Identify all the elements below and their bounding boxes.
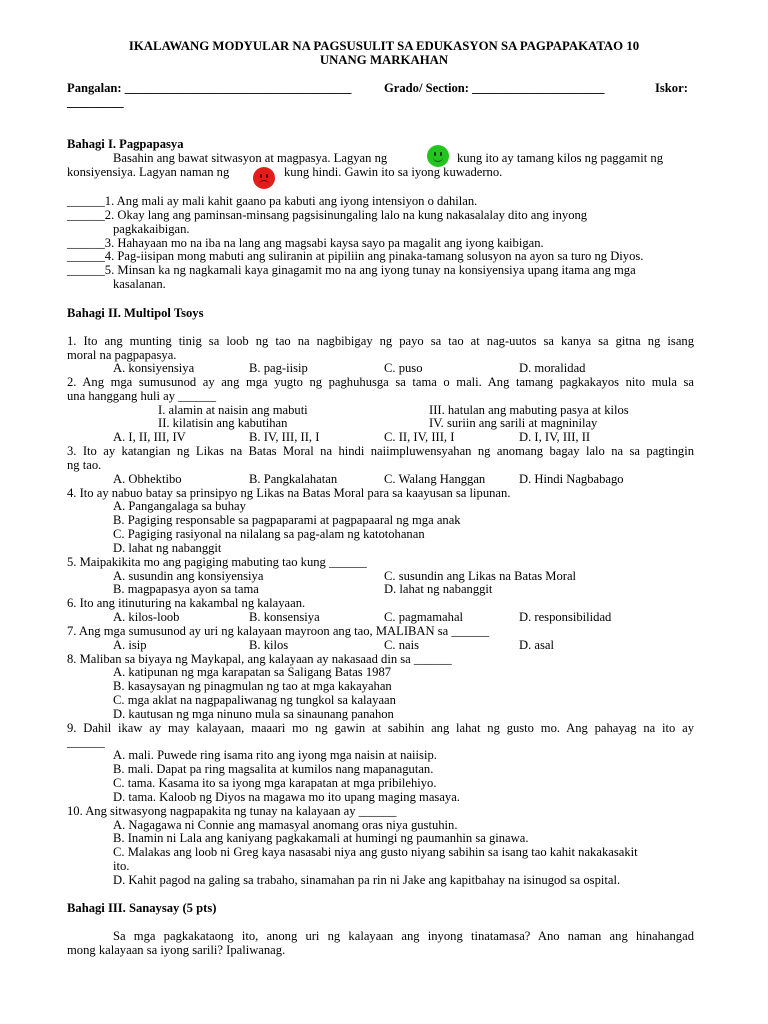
- q6-option-a[interactable]: A. kilos-loob: [113, 610, 180, 624]
- score-field[interactable]: _________: [67, 95, 124, 109]
- sad-face-icon: [253, 167, 275, 189]
- q9-option-c[interactable]: C. tama. Kasama ito sa iyong mga karapatan at mga pribilehiyo.: [113, 776, 437, 790]
- part3-heading: Bahagi III. Sanaysay (5 pts): [67, 901, 217, 915]
- q9-option-b[interactable]: B. mali. Dapat pa ring magsalita at kumilos nang mapanagutan.: [113, 762, 434, 776]
- question-3: 3. Ito ay katangian ng Likas na Batas Moral na hindi naiimpluwensyahan ng anomang bagay lalo na sa pagtingin: [67, 444, 694, 458]
- q2-option-b[interactable]: B. IV, III, II, I: [249, 430, 320, 444]
- q6-option-b[interactable]: B. konsensiya: [249, 610, 320, 624]
- q1-option-b[interactable]: B. pag-iisip: [249, 361, 308, 375]
- q9-option-d[interactable]: D. tama. Kaloob ng Diyos na magawa mo ito upang maging masaya.: [113, 790, 460, 804]
- score-label: Iskor:: [655, 81, 688, 95]
- question-2-cont: una hanggang huli ay ______: [67, 389, 216, 403]
- part1-instruction-c: konsiyensiya. Lagyan naman ng: [67, 165, 230, 179]
- question-5: 5. Maipakikita mo ang pagiging mabuting tao kung ______: [67, 555, 367, 569]
- question-10: 10. Ang sitwasyong nagpapakita ng tunay na kalayaan ay ______: [67, 804, 397, 818]
- question-8: 8. Maliban sa biyaya ng Maykapal, ang kalayaan ay nakasaad din sa ______: [67, 652, 452, 666]
- q4-option-b[interactable]: B. Pagiging responsable sa pagpaparami at pagpapaaral ng mga anak: [113, 513, 461, 527]
- part1-item-2: ______2. Okay lang ang paminsan-minsang pagsisinungaling lalo na kung nakasalalay dito ang inyong: [67, 208, 588, 222]
- q6-option-d[interactable]: D. responsibilidad: [519, 610, 612, 624]
- q3-option-c[interactable]: C. Walang Hanggan: [384, 472, 486, 486]
- q10-option-c[interactable]: C. Malakas ang loob ni Greg kaya nasasabi niya ang gusto niyang sabihin sa isang tao kahit nakakasakit: [113, 845, 638, 859]
- part1-heading: Bahagi I. Pagpapasya: [67, 137, 184, 151]
- part1-instruction-b: kung ito ay tamang kilos ng paggamit ng: [457, 151, 664, 165]
- q6-option-c[interactable]: C. pagmamahal: [384, 610, 464, 624]
- q8-option-b[interactable]: B. kasaysayan ng pinagmulan ng tao at mga kakayahan: [113, 679, 392, 693]
- q5-option-b[interactable]: B. magpapasya ayon sa tama: [113, 582, 259, 596]
- q5-option-d[interactable]: D. lahat ng nabanggit: [384, 582, 493, 596]
- part2-heading: Bahagi II. Multipol Tsoys: [67, 306, 204, 320]
- question-2: 2. Ang mga sumusunod ay ang mga yugto ng paghuhusga sa tama o mali. Ang tamang pagkakayos nito mula sa: [67, 375, 694, 389]
- q7-option-c[interactable]: C. nais: [384, 638, 419, 652]
- q7-option-a[interactable]: A. isip: [113, 638, 147, 652]
- q7-option-d[interactable]: D. asal: [519, 638, 554, 652]
- question-6: 6. Ito ang itinuturing na kakambal ng kalayaan.: [67, 596, 306, 610]
- part1-item-5: ______5. Minsan ka ng nagkamali kaya ginagamit mo na ang iyong tunay na konsiyensiya upang itama ang mga: [67, 263, 636, 277]
- part1-item-2-cont: pagkakaibigan.: [113, 222, 190, 236]
- q3-option-a[interactable]: A. Obhektibo: [113, 472, 182, 486]
- essay-prompt: Sa mga pagkakataong ito, anong uri ng kalayaan ang inyong tinatamasa? Ano naman ang hinahangad: [113, 929, 694, 943]
- q1-option-c[interactable]: C. puso: [384, 361, 423, 375]
- q2-option-a[interactable]: A. I, II, III, IV: [113, 430, 186, 444]
- name-field[interactable]: Pangalan: ____________________________________: [67, 81, 352, 95]
- question-3-cont: ng tao.: [67, 458, 102, 472]
- q3-option-b[interactable]: B. Pangkalahatan: [249, 472, 338, 486]
- q2-roman-1: I. alamin at naisin ang mabuti: [158, 403, 308, 417]
- page-title-line2: UNANG MARKAHAN: [319, 53, 449, 67]
- q8-option-a[interactable]: A. katipunan ng mga karapatan sa Saligang Batas 1987: [113, 665, 392, 679]
- question-9-cont: ______: [67, 735, 105, 749]
- part1-item-4: ______4. Pag-iisipan mong mabuti ang suliranin at pipiliin ang pinaka-tamang solusyon na ayon sa turo ng Diyos.: [67, 249, 644, 263]
- q8-option-d[interactable]: D. kautusan ng mga ninuno mula sa sinaunang panahon: [113, 707, 394, 721]
- part1-item-3: ______3. Hahayaan mo na iba na lang ang magsabi kaysa sayo pa magalit ang iyong kaibigan.: [67, 236, 544, 250]
- q10-option-d[interactable]: D. Kahit pagod na galing sa trabaho, sinamahan pa rin ni Jake ang kapitbahay na isinugod sa ospital.: [113, 873, 621, 887]
- q4-option-c[interactable]: C. Pagiging rasiyonal na nilalang sa pag-alam ng katotohanan: [113, 527, 425, 541]
- q3-option-d[interactable]: D. Hindi Nagbabago: [519, 472, 624, 486]
- q5-option-a[interactable]: A. susundin ang konsiyensiya: [113, 569, 264, 583]
- page-title-line1: IKALAWANG MODYULAR NA PAGSUSULIT SA EDUKASYON SA PAGPAPAKATAO 10: [128, 39, 640, 53]
- part1-instruction-a: Basahin ang bawat sitwasyon at magpasya. Lagyan ng: [113, 151, 388, 165]
- q4-option-a[interactable]: A. Pangangalaga sa buhay: [113, 499, 246, 513]
- q10-option-b[interactable]: B. Inamin ni Lala ang kaniyang pagkakamali at humingi ng paumanhin sa ginawa.: [113, 831, 529, 845]
- q4-option-d[interactable]: D. lahat ng nabanggit: [113, 541, 222, 555]
- question-9: 9. Dahil ikaw ay may kalayaan, maaari mo ng gawin at sabihin ang lahat ng gusto mo. Ang pahayag na ito ay: [67, 721, 694, 735]
- q10-option-c-cont[interactable]: ito.: [113, 859, 130, 873]
- q9-option-a[interactable]: A. mali. Puwede ring isama rito ang iyong mga naisin at naiisip.: [113, 748, 437, 762]
- part1-instruction-d: kung hindi. Gawin ito sa iyong kuwaderno.: [284, 165, 503, 179]
- q10-option-a[interactable]: A. Nagagawa ni Connie ang mamasyal anomang oras niya gustuhin.: [113, 818, 458, 832]
- question-4: 4. Ito ay nabuo batay sa prinsipyo ng Likas na Batas Moral para sa kaayusan sa lipunan.: [67, 486, 511, 500]
- q1-option-a[interactable]: A. konsiyensiya: [113, 361, 195, 375]
- question-1-cont: moral na pagpapasya.: [67, 348, 177, 362]
- grade-section-field[interactable]: Grado/ Section: _____________________: [384, 81, 605, 95]
- smiley-face-icon: [427, 145, 449, 167]
- q2-roman-2: II. kilatisin ang kabutihan: [158, 416, 288, 430]
- question-1: 1. Ito ang munting tinig sa loob ng tao na nagbibigay ng payo sa tao at nag-uutos sa kanya sa gitna ng isang: [67, 334, 694, 348]
- q2-roman-3: III. hatulan ang mabuting pasya at kilos: [429, 403, 629, 417]
- q7-option-b[interactable]: B. kilos: [249, 638, 289, 652]
- q5-option-c[interactable]: C. susundin ang Likas na Batas Moral: [384, 569, 577, 583]
- q2-roman-4: IV. suriin ang sarili at magninilay: [429, 416, 598, 430]
- q2-option-d[interactable]: D. I, IV, III, II: [519, 430, 591, 444]
- essay-prompt-cont: mong kalayaan sa iyong sarili? Ipaliwanag.: [67, 943, 286, 957]
- question-7: 7. Ang mga sumusunod ay uri ng kalayaan mayroon ang tao, MALIBAN sa ______: [67, 624, 490, 638]
- q8-option-c[interactable]: C. mga aklat na nagpapaliwanag ng tungkol sa kalayaan: [113, 693, 396, 707]
- q2-option-c[interactable]: C. II, IV, III, I: [384, 430, 455, 444]
- part1-item-1: ______1. Ang mali ay mali kahit gaano pa kabuti ang iyong intensiyon o dahilan.: [67, 194, 478, 208]
- q1-option-d[interactable]: D. moralidad: [519, 361, 586, 375]
- part1-item-5-cont: kasalanan.: [113, 277, 166, 291]
